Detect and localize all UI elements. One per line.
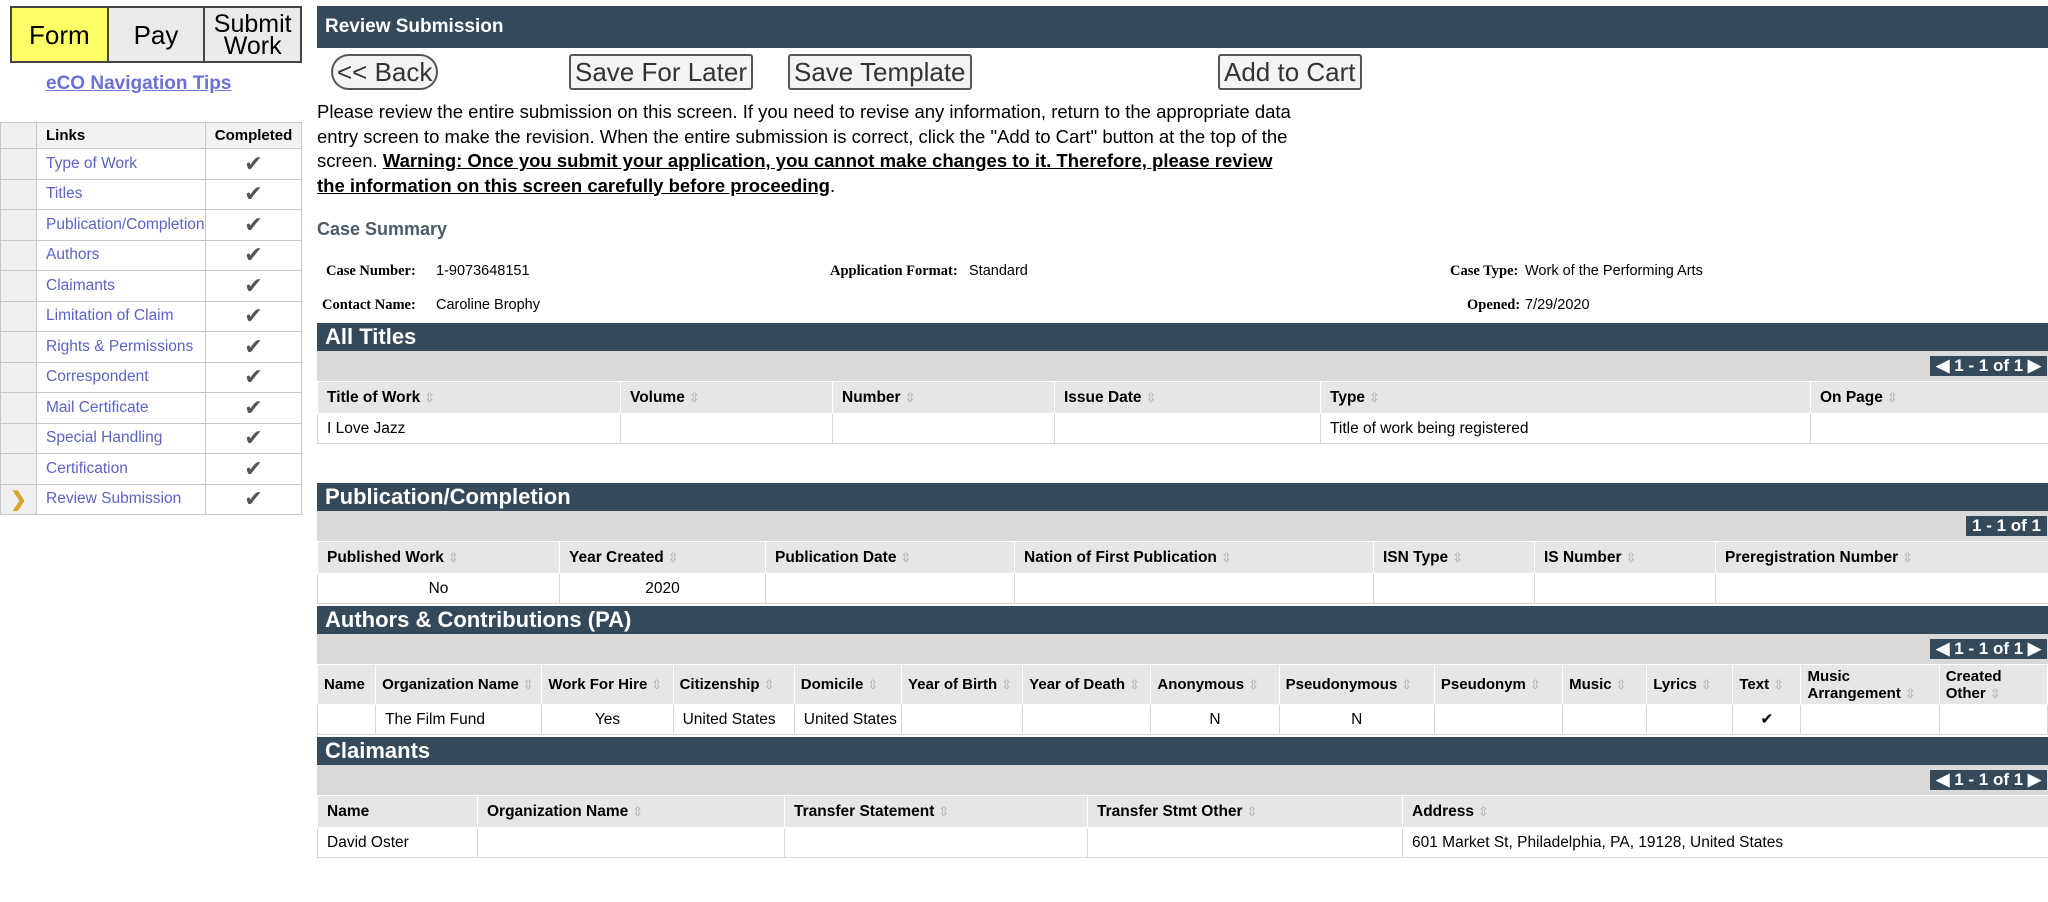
opened-label: Opened: bbox=[1467, 297, 1521, 313]
sidebar-item-authors[interactable] bbox=[1, 240, 302, 271]
cell-publication-date bbox=[766, 574, 1015, 604]
publication-table bbox=[317, 541, 2048, 604]
sidebar-item-claimants[interactable] bbox=[1, 271, 302, 302]
check-icon: ✔ bbox=[206, 301, 302, 332]
wizard-steps bbox=[10, 6, 302, 63]
check-icon: ✔ bbox=[206, 179, 302, 210]
sidebar-item-rights-permissions[interactable] bbox=[1, 332, 302, 363]
save-template-button[interactable]: Save Template bbox=[788, 54, 972, 90]
step-pay-tab[interactable]: Pay bbox=[109, 8, 206, 61]
column-header-organization-name[interactable]: Organization Name ⇳ bbox=[478, 796, 785, 828]
sort-icon[interactable]: ⇳ bbox=[632, 803, 644, 819]
marker-cell bbox=[1, 240, 37, 271]
column-header-year-of-death[interactable]: Year of Death ⇳ bbox=[1023, 665, 1151, 705]
sort-icon[interactable]: ⇳ bbox=[688, 389, 700, 405]
sort-icon[interactable]: ⇳ bbox=[1220, 549, 1232, 565]
check-icon: ✔ bbox=[206, 393, 302, 424]
column-header-anonymous[interactable]: Anonymous ⇳ bbox=[1151, 665, 1279, 705]
case-summary-row-2 bbox=[317, 289, 2048, 323]
sort-icon[interactable]: ⇳ bbox=[1452, 549, 1464, 565]
pager-text: 1 - 1 of 1 bbox=[1954, 639, 2024, 658]
sort-icon[interactable]: ⇳ bbox=[651, 677, 663, 692]
cell-nation bbox=[1015, 574, 1374, 604]
sidebar-item-label[interactable]: Mail Certificate bbox=[37, 393, 206, 424]
sidebar-item-label[interactable]: Titles bbox=[37, 179, 206, 210]
publication-pager-bar bbox=[317, 511, 2048, 541]
check-icon: ✔ bbox=[206, 332, 302, 363]
case-type-label: Case Type: bbox=[1450, 263, 1519, 279]
sidebar-item-label[interactable]: Special Handling bbox=[37, 423, 206, 454]
cell-pseudonym bbox=[1434, 705, 1562, 735]
sidebar bbox=[0, 0, 303, 902]
check-icon: ✔ bbox=[206, 210, 302, 241]
page-title: Review Submission bbox=[317, 6, 2048, 48]
check-icon: ✔ bbox=[206, 362, 302, 393]
cell-address: 601 Market St, Philadelphia, PA, 19128, United States bbox=[1403, 828, 2048, 858]
pager-text: 1 - 1 of 1 bbox=[1954, 356, 2024, 375]
save-for-later-button[interactable]: Save For Later bbox=[569, 54, 753, 90]
column-header-type[interactable]: Type ⇳ bbox=[1321, 382, 1811, 414]
sort-icon[interactable]: ⇳ bbox=[900, 549, 912, 565]
authors-header-row bbox=[318, 665, 2048, 705]
marker-cell bbox=[1, 393, 37, 424]
sidebar-item-mail-certificate[interactable] bbox=[1, 393, 302, 424]
marker-cell bbox=[1, 271, 37, 302]
cell-title-of-work: I Love Jazz bbox=[318, 414, 621, 444]
sidebar-item-label[interactable]: Authors bbox=[37, 240, 206, 271]
claimants-header-row bbox=[318, 796, 2048, 828]
sort-icon[interactable]: ⇳ bbox=[667, 549, 679, 565]
titles-pager[interactable] bbox=[1930, 356, 2047, 376]
check-icon: ✔ bbox=[206, 454, 302, 485]
cell-year-created: 2020 bbox=[560, 574, 766, 604]
column-header-issue-date[interactable]: Issue Date ⇳ bbox=[1055, 382, 1321, 414]
publication-completion-heading: Publication/Completion bbox=[317, 483, 2048, 511]
authors-pager[interactable] bbox=[1930, 639, 2047, 659]
claimants-heading: Claimants bbox=[317, 737, 2048, 765]
case-type-value: Work of the Performing Arts bbox=[1525, 263, 1703, 279]
marker-cell bbox=[1, 210, 37, 241]
sort-icon[interactable]: ⇳ bbox=[867, 677, 879, 692]
check-icon: ✔ bbox=[206, 484, 302, 515]
warning-text: Warning: Once you submit your application, you cannot make changes to it. Therefore, please review the information on this screen carefully before proceeding bbox=[317, 150, 1273, 196]
sidebar-item-label[interactable]: Claimants bbox=[37, 271, 206, 302]
claimants-pager-bar bbox=[317, 765, 2048, 795]
completed-column-header: Completed bbox=[206, 123, 302, 149]
instructions-body: Please review the entire submission on this screen. If you need to revise any information, return to the appropriate data entry screen to make the revision. When the entire submission is correct, click the "Add to Cart" button at the top of the screen. bbox=[317, 101, 1291, 171]
cell-domicile: United States bbox=[794, 705, 901, 735]
case-summary-row-1 bbox=[317, 255, 2048, 289]
sidebar-item-label[interactable]: Certification bbox=[37, 454, 206, 485]
cell-number bbox=[833, 414, 1055, 444]
column-header-nation-of-first-publication[interactable]: Nation of First Publication ⇳ bbox=[1015, 542, 1374, 574]
column-header-published-work[interactable]: Published Work ⇳ bbox=[318, 542, 560, 574]
cell-year-of-birth bbox=[901, 705, 1022, 735]
marker-cell bbox=[1, 423, 37, 454]
column-header-lyrics[interactable]: Lyrics ⇳ bbox=[1647, 665, 1733, 705]
sort-icon[interactable]: ⇳ bbox=[1904, 685, 1916, 701]
cell-music-arrangement bbox=[1801, 705, 1939, 735]
sort-icon[interactable]: ⇳ bbox=[1886, 389, 1898, 405]
check-icon: ✔ bbox=[206, 240, 302, 271]
sort-icon[interactable]: ⇳ bbox=[1700, 677, 1712, 692]
sort-icon[interactable]: ⇳ bbox=[447, 549, 459, 565]
main-content bbox=[317, 6, 2048, 858]
cell-transfer-statement bbox=[785, 828, 1088, 858]
sort-icon[interactable]: ⇳ bbox=[1615, 677, 1627, 692]
contact-name-value: Caroline Brophy bbox=[436, 297, 540, 313]
sort-icon[interactable]: ⇳ bbox=[1401, 677, 1413, 692]
sidebar-item-titles[interactable] bbox=[1, 179, 302, 210]
column-header-organization-name[interactable]: Organization Name ⇳ bbox=[376, 665, 542, 705]
application-format-label: Application Format: bbox=[830, 263, 958, 279]
case-number-value: 1-9073648151 bbox=[436, 263, 530, 279]
authors-contributions-heading: Authors & Contributions (PA) bbox=[317, 606, 2048, 634]
sort-icon[interactable]: ⇳ bbox=[1478, 803, 1489, 819]
contact-name-label: Contact Name: bbox=[322, 297, 416, 313]
sort-icon[interactable]: ⇳ bbox=[522, 677, 534, 692]
sidebar-item-certification[interactable] bbox=[1, 454, 302, 485]
check-icon: ✔ bbox=[206, 271, 302, 302]
next-page-icon[interactable]: ▶ bbox=[2027, 639, 2041, 658]
table-row bbox=[318, 574, 2048, 604]
titles-pager-bar bbox=[317, 351, 2048, 381]
sidebar-item-review-submission[interactable] bbox=[1, 484, 302, 515]
sidebar-item-publication-completion[interactable] bbox=[1, 210, 302, 241]
cell-created-other bbox=[1939, 705, 2047, 735]
column-header-created-other[interactable]: Created Other ⇳ bbox=[1939, 665, 2047, 705]
sort-icon[interactable]: ⇳ bbox=[1246, 803, 1258, 819]
instructions-end: . bbox=[829, 174, 836, 196]
sort-icon[interactable]: ⇳ bbox=[1129, 677, 1140, 692]
marker-cell bbox=[1, 332, 37, 363]
publication-header-row bbox=[318, 542, 2048, 574]
table-row bbox=[318, 414, 2048, 444]
column-header-volume[interactable]: Volume ⇳ bbox=[621, 382, 833, 414]
cell-isn-type bbox=[1374, 574, 1535, 604]
instructions-text bbox=[317, 100, 1297, 198]
sidebar-item-label[interactable]: Limitation of Claim bbox=[37, 301, 206, 332]
marker-cell bbox=[1, 362, 37, 393]
cell-organization-name: The Film Fund bbox=[376, 705, 542, 735]
column-header-is-number[interactable]: IS Number ⇳ bbox=[1535, 542, 1716, 574]
case-number-label: Case Number: bbox=[326, 263, 416, 279]
previous-page-icon[interactable]: ◀ bbox=[1936, 770, 1950, 789]
next-page-icon[interactable]: ▶ bbox=[2027, 356, 2041, 375]
marker-cell bbox=[1, 179, 37, 210]
check-icon: ✔ bbox=[206, 149, 302, 180]
back-button[interactable]: << Back bbox=[331, 54, 438, 90]
sidebar-item-label[interactable]: Review Submission bbox=[37, 484, 206, 515]
application-format-value: Standard bbox=[969, 263, 1028, 279]
table-row bbox=[318, 828, 2048, 858]
column-header-music[interactable]: Music ⇳ bbox=[1563, 665, 1647, 705]
add-to-cart-button[interactable]: Add to Cart bbox=[1218, 54, 1362, 90]
sort-icon[interactable]: ⇳ bbox=[1773, 677, 1785, 692]
sort-icon[interactable]: ⇳ bbox=[1145, 389, 1157, 405]
marker-column-header bbox=[1, 123, 37, 149]
column-header-pseudonymous[interactable]: Pseudonymous ⇳ bbox=[1279, 665, 1434, 705]
cell-on-page bbox=[1811, 414, 2048, 444]
cell-name bbox=[318, 705, 376, 735]
cell-music bbox=[1563, 705, 1647, 735]
previous-page-icon[interactable]: ◀ bbox=[1936, 639, 1950, 658]
sort-icon[interactable]: ⇳ bbox=[1902, 549, 1914, 565]
column-header-music-arrangement[interactable]: Music Arrangement ⇳ bbox=[1801, 665, 1939, 705]
column-header-year-created[interactable]: Year Created ⇳ bbox=[560, 542, 766, 574]
column-header-preregistration-number[interactable]: Preregistration Number ⇳ bbox=[1716, 542, 2048, 574]
cell-type: Title of work being registered bbox=[1321, 414, 1811, 444]
navigation-tips-link[interactable]: eCO Navigation Tips bbox=[46, 73, 232, 94]
sidebar-item-label[interactable]: Publication/Completion bbox=[37, 210, 206, 241]
links-column-header: Links bbox=[37, 123, 206, 149]
sort-icon[interactable]: ⇳ bbox=[1625, 549, 1637, 565]
previous-page-icon[interactable]: ◀ bbox=[1936, 356, 1950, 375]
sort-icon[interactable]: ⇳ bbox=[1248, 677, 1259, 692]
cell-pseudonymous: N bbox=[1279, 705, 1434, 735]
cell-volume bbox=[621, 414, 833, 444]
publication-pager: 1 - 1 of 1 bbox=[1966, 516, 2047, 536]
authors-table bbox=[317, 664, 2048, 735]
cell-work-for-hire: Yes bbox=[542, 705, 673, 735]
sort-icon[interactable]: ⇳ bbox=[938, 803, 950, 819]
links-header-row bbox=[1, 123, 302, 149]
table-row bbox=[318, 705, 2048, 735]
column-header-address[interactable]: Address ⇳ bbox=[1403, 796, 2048, 828]
column-header-text[interactable]: Text ⇳ bbox=[1733, 665, 1801, 705]
sidebar-item-label[interactable]: Type of Work bbox=[37, 149, 206, 180]
marker-cell bbox=[1, 454, 37, 485]
sidebar-item-type-of-work[interactable] bbox=[1, 149, 302, 180]
all-titles-heading: All Titles bbox=[317, 323, 2048, 351]
column-header-title-of-work[interactable]: Title of Work ⇳ bbox=[318, 382, 621, 414]
cell-citizenship: United States bbox=[673, 705, 794, 735]
column-header-number[interactable]: Number ⇳ bbox=[833, 382, 1055, 414]
claimants-pager[interactable] bbox=[1930, 770, 2047, 790]
column-header-pseudonym[interactable]: Pseudonym ⇳ bbox=[1434, 665, 1562, 705]
sort-icon[interactable]: ⇳ bbox=[424, 389, 436, 405]
column-header-transfer-statement[interactable]: Transfer Statement ⇳ bbox=[785, 796, 1088, 828]
sidebar-item-label[interactable]: Correspondent bbox=[37, 362, 206, 393]
cell-name: David Oster bbox=[318, 828, 478, 858]
cell-lyrics bbox=[1647, 705, 1733, 735]
sort-icon[interactable]: ⇳ bbox=[763, 677, 775, 692]
sort-icon[interactable]: ⇳ bbox=[1529, 677, 1541, 692]
step-form-tab[interactable]: Form bbox=[12, 8, 109, 61]
sort-icon[interactable]: ⇳ bbox=[1989, 685, 2001, 701]
sort-icon[interactable]: ⇳ bbox=[1369, 389, 1380, 405]
opened-value: 7/29/2020 bbox=[1525, 297, 1590, 313]
column-header-name[interactable]: Name bbox=[318, 796, 478, 828]
cell-preregistration-number bbox=[1716, 574, 2048, 604]
column-header-isn-type[interactable]: ISN Type ⇳ bbox=[1374, 542, 1535, 574]
case-summary-heading: Case Summary bbox=[317, 219, 448, 239]
sort-icon[interactable]: ⇳ bbox=[1001, 677, 1013, 692]
cell-issue-date bbox=[1055, 414, 1321, 444]
column-header-citizenship[interactable]: Citizenship ⇳ bbox=[673, 665, 794, 705]
cell-is-number bbox=[1535, 574, 1716, 604]
toolbar bbox=[317, 48, 2048, 96]
text-check-icon: ✔ bbox=[1733, 705, 1801, 735]
next-page-icon[interactable]: ▶ bbox=[2027, 770, 2041, 789]
column-header-publication-date[interactable]: Publication Date ⇳ bbox=[766, 542, 1015, 574]
claimants-table bbox=[317, 795, 2048, 858]
column-header-domicile[interactable]: Domicile ⇳ bbox=[794, 665, 901, 705]
column-header-on-page[interactable]: On Page ⇳ bbox=[1811, 382, 2048, 414]
titles-header-row bbox=[318, 382, 2048, 414]
marker-cell bbox=[1, 149, 37, 180]
sidebar-item-limitation-of-claim[interactable] bbox=[1, 301, 302, 332]
cell-published-work: No bbox=[318, 574, 560, 604]
step-submit-work-tab[interactable]: Submit Work bbox=[205, 8, 300, 61]
sidebar-item-correspondent[interactable] bbox=[1, 362, 302, 393]
column-header-year-of-birth[interactable]: Year of Birth ⇳ bbox=[901, 665, 1022, 705]
current-step-arrow-icon: ❯ bbox=[10, 488, 27, 511]
sidebar-item-label[interactable]: Rights & Permissions bbox=[37, 332, 206, 363]
check-icon: ✔ bbox=[206, 423, 302, 454]
pager-text: 1 - 1 of 1 bbox=[1954, 770, 2024, 789]
sidebar-item-special-handling[interactable] bbox=[1, 423, 302, 454]
cell-organization-name bbox=[478, 828, 785, 858]
marker-cell bbox=[1, 301, 37, 332]
column-header-transfer-stmt-other[interactable]: Transfer Stmt Other ⇳ bbox=[1088, 796, 1403, 828]
links-table bbox=[0, 122, 302, 515]
titles-table bbox=[317, 381, 2048, 444]
column-header-name[interactable]: Name bbox=[318, 665, 376, 705]
column-header-work-for-hire[interactable]: Work For Hire ⇳ bbox=[542, 665, 673, 705]
authors-pager-bar bbox=[317, 634, 2048, 664]
cell-transfer-stmt-other bbox=[1088, 828, 1403, 858]
sort-icon[interactable]: ⇳ bbox=[904, 389, 916, 405]
current-step-marker-cell bbox=[1, 484, 37, 515]
cell-anonymous: N bbox=[1151, 705, 1279, 735]
cell-year-of-death bbox=[1023, 705, 1151, 735]
